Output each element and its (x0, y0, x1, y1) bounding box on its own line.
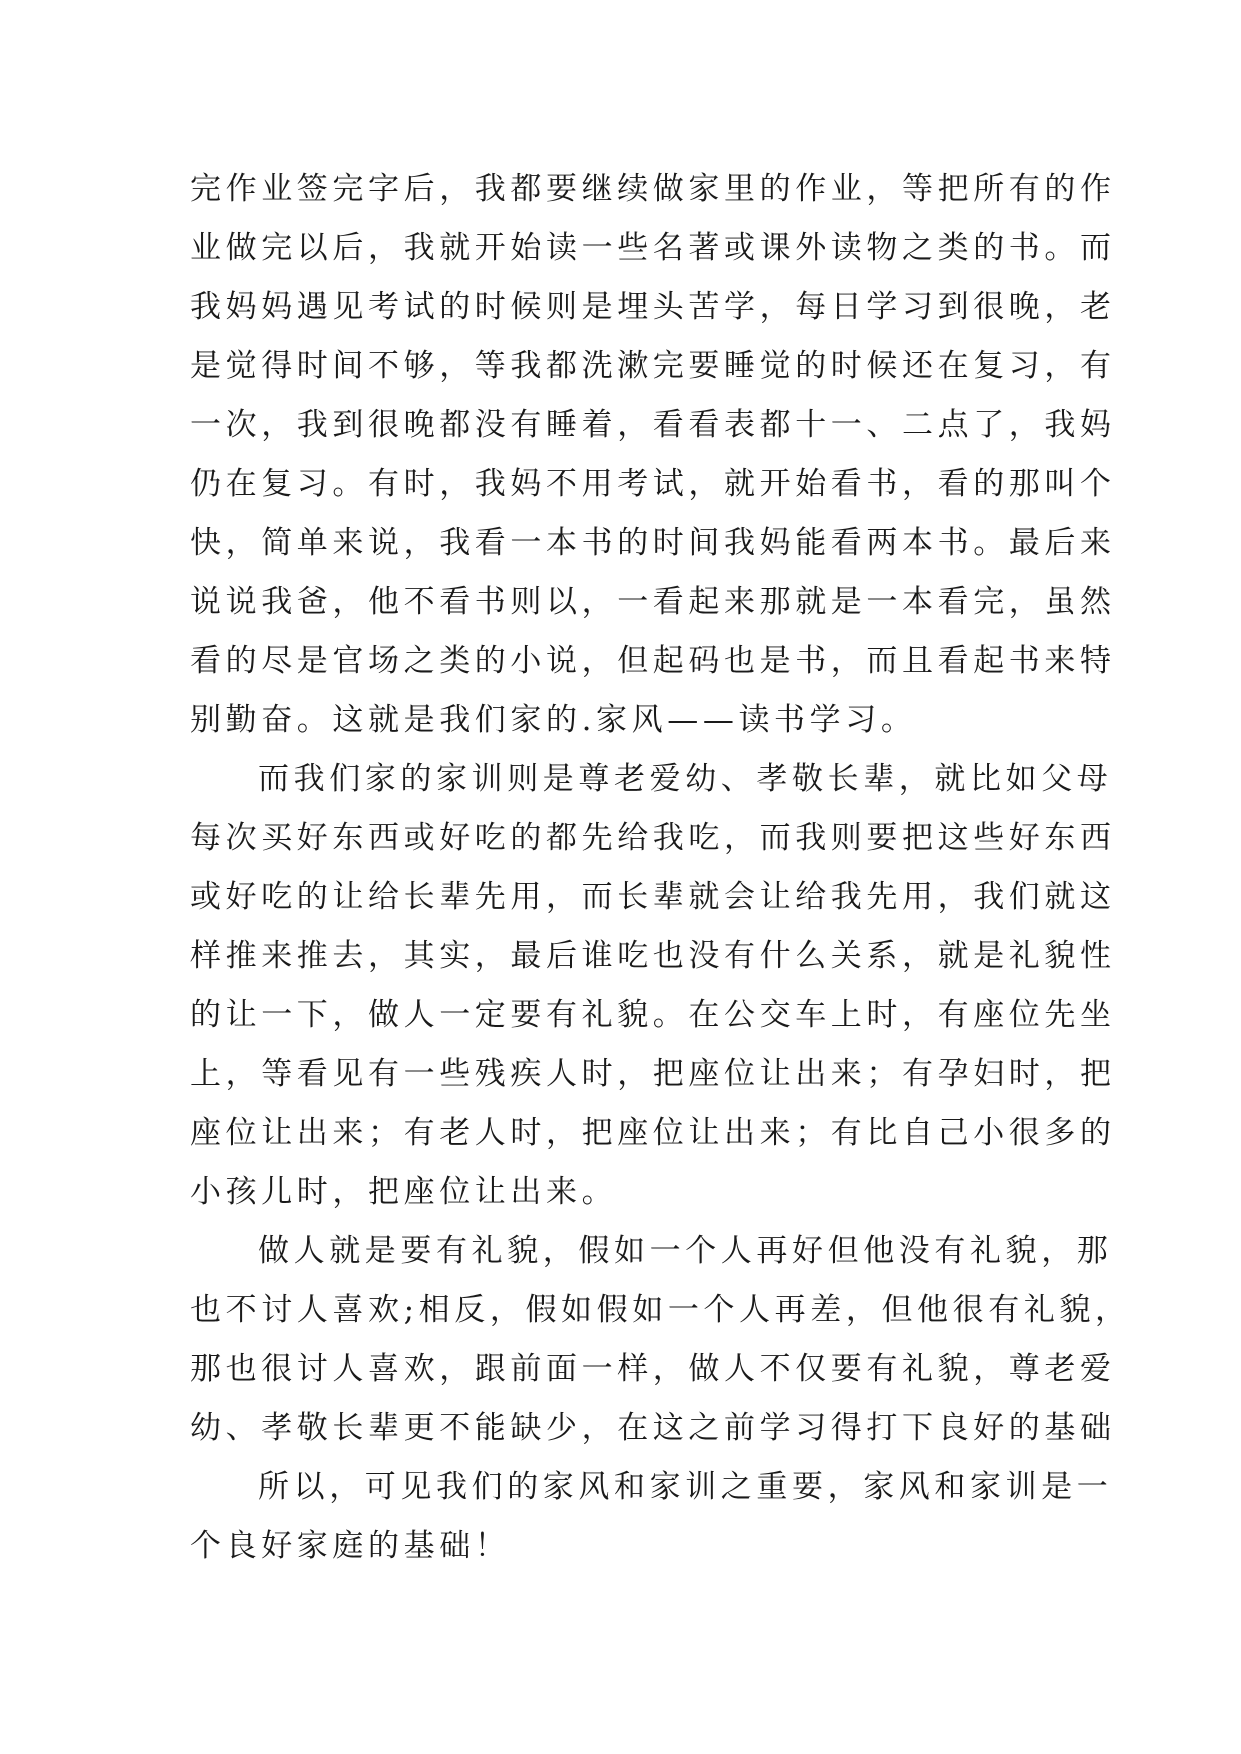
text-line: 的让一下，做人一定要有礼貌。在公交车上时，有座位先坐 (190, 997, 1116, 1033)
text-line: 是觉得时间不够，等我都洗漱完要睡觉的时候还在复习，有 (190, 348, 1116, 384)
paragraph-first-line: 而我们家的家训则是尊老爱幼、孝敬长辈，就比如父母 (258, 761, 1113, 797)
text-line: 业做完以后，我就开始读一些名著或课外读物之类的书。而 (190, 230, 1116, 266)
text-line: 仍在复习。有时，我妈不用考试，就开始看书，看的那叫个 (190, 466, 1116, 502)
text-line: 完作业签完字后，我都要继续做家里的作业，等把所有的作 (190, 171, 1116, 207)
text-line: 个良好家庭的基础！ (190, 1528, 511, 1564)
text-line: 样推来推去，其实，最后谁吃也没有什么关系，就是礼貌性 (190, 938, 1116, 974)
paragraph-first-line: 做人就是要有礼貌，假如一个人再好但他没有礼貌，那 (258, 1233, 1113, 1269)
text-line: 别勤奋。这就是我们家的.家风——读书学习。 (190, 702, 917, 738)
paragraph-first-line: 所以，可见我们的家风和家训之重要，家风和家训是一 (258, 1469, 1113, 1505)
text-line: 小孩儿时，把座位让出来。 (190, 1174, 618, 1210)
text-line: 每次买好东西或好吃的都先给我吃，而我则要把这些好东西 (190, 820, 1116, 856)
text-line: 快，简单来说，我看一本书的时间我妈能看两本书。最后来 (190, 525, 1116, 561)
text-line: 或好吃的让给长辈先用，而长辈就会让给我先用，我们就这 (190, 879, 1116, 915)
text-line: 幼、孝敬长辈更不能缺少，在这之前学习得打下良好的基础 (190, 1410, 1116, 1446)
text-line: 一次，我到很晚都没有睡着，看看表都十一、二点了，我妈 (190, 407, 1116, 443)
text-line: 也不讨人喜欢;相反，假如假如一个人再差，但他很有礼貌， (190, 1292, 1131, 1328)
text-line: 座位让出来；有老人时，把座位让出来；有比自己小很多的 (190, 1115, 1116, 1151)
body-text (190, 160, 1131, 1576)
text-line: 上，等看见有一些残疾人时，把座位让出来；有孕妇时，把 (190, 1056, 1116, 1092)
text-line: 我妈妈遇见考试的时候则是埋头苦学，每日学习到很晚，老 (190, 289, 1116, 325)
text-line: 看的尽是官场之类的小说，但起码也是书，而且看起书来特 (190, 643, 1116, 679)
text-line: 说说我爸，他不看书则以，一看起来那就是一本看完，虽然 (190, 584, 1116, 620)
text-line: 那也很讨人喜欢，跟前面一样，做人不仅要有礼貌，尊老爱 (190, 1351, 1116, 1387)
